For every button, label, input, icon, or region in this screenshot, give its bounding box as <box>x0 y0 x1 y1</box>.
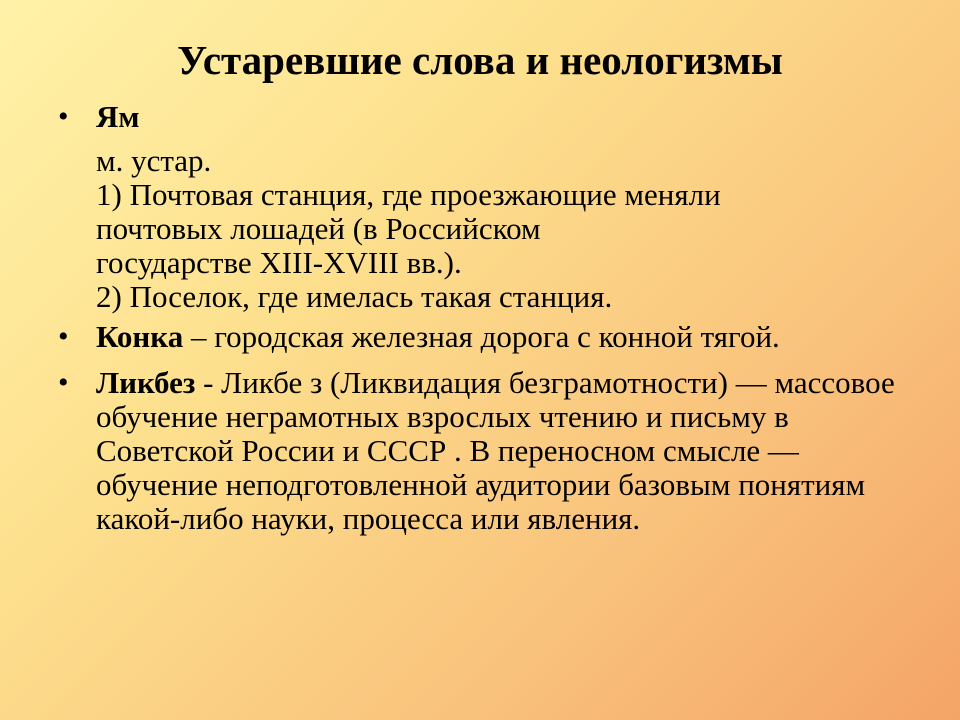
bullet-icon: • <box>58 320 69 353</box>
definition-line: 2) Поселок, где имелась такая станция. <box>96 279 613 314</box>
term-konka: Конка <box>96 319 184 354</box>
definition-line: почтовых лошадей (в Российском <box>96 211 541 246</box>
definition-line: м. устар. <box>96 143 212 178</box>
bullet-icon: • <box>58 100 69 133</box>
bullet-list <box>58 100 928 536</box>
definition-likbez: - Ликбе з (Ликвидация безграмотности) — массовое обучение неграмотных взрослых чтению и письму в Советской России и СССР . В переносном смысле — обучение неподготовленной аудитории базовым понятиям какой-либо науки, процесса или явления. <box>96 365 895 536</box>
definition-line: государстве XIII-XVIII вв.). <box>96 245 462 280</box>
definition-konka: – городская железная дорога с конной тягой. <box>183 319 780 354</box>
bullet-icon: • <box>58 366 69 399</box>
list-item-konka <box>58 320 928 354</box>
definition-line: 1) Почтовая станция, где проезжающие меняли <box>96 177 721 212</box>
definition-yam <box>96 144 928 314</box>
term-yam: Ям <box>96 99 140 134</box>
term-likbez: Ликбез <box>96 365 196 400</box>
list-item-likbez <box>58 366 928 536</box>
slide-title: Устаревшие слова и неологизмы <box>177 37 783 83</box>
list-item-yam <box>58 100 928 314</box>
